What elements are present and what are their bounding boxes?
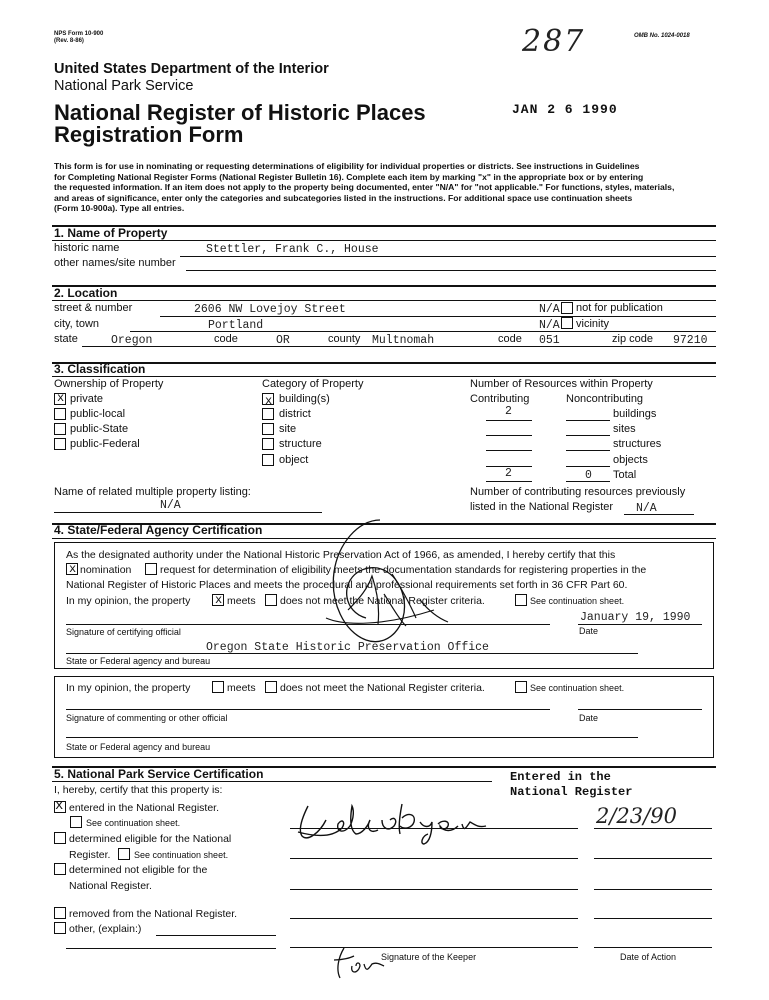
other-explain-line2 xyxy=(66,948,276,949)
entered-stamp-line1: Entered in the xyxy=(510,770,611,784)
keeper-action-date: 2/23/90 xyxy=(596,804,677,828)
entered-continuation-label: See continuation sheet. xyxy=(86,818,181,828)
keeper-signature xyxy=(290,798,530,848)
removed-checkbox[interactable] xyxy=(54,907,66,919)
cert-line3: National Register of Historic Places and meets the procedural and professional requirements set forth in 36 CFR Part 60. xyxy=(66,579,628,591)
historic-name-line xyxy=(180,256,716,257)
certifying-date-label: Date xyxy=(579,626,599,636)
city-line xyxy=(130,331,716,332)
does-not-meet-label: does not meet the National Register criteria. xyxy=(280,595,485,607)
certifying-date-value[interactable]: January 19, 1990 xyxy=(580,611,691,624)
section3-heading-rule xyxy=(52,376,716,377)
zip-value[interactable]: 97210 xyxy=(673,334,708,347)
cert-line1: As the designated authority under the National Historic Preservation Act of 1966, as amended, I hereby certify that this xyxy=(66,549,616,561)
meets2-label: meets xyxy=(227,682,256,694)
not-eligible-label: determined not eligible for the xyxy=(69,864,208,876)
category-structure-label: structure xyxy=(279,438,322,450)
meets-mark: x xyxy=(215,593,223,607)
city-label: city, town xyxy=(54,318,100,330)
removed-label: removed from the National Register. xyxy=(69,908,238,920)
agency-label: State or Federal agency and bureau xyxy=(66,656,211,666)
instructions-line1: This form is for use in nominating or requesting determinations of eligibility for individual properties or districts. See instructions in Guidelines xyxy=(54,161,640,171)
nps-certify-line: I, hereby, certify that this property is: xyxy=(54,784,223,796)
opinion2-label: In my opinion, the property xyxy=(66,682,191,694)
objects-label: objects xyxy=(613,454,648,466)
county-value[interactable]: Multnomah xyxy=(372,334,435,347)
other-label: other, (explain:) xyxy=(69,923,142,935)
sites-noncontributing-line xyxy=(566,435,610,436)
ownership-public-federal-checkbox[interactable] xyxy=(54,438,66,450)
service-name: National Park Service xyxy=(54,78,194,94)
section3-heading: 3. Classification xyxy=(54,362,146,376)
contributing-label: Contributing xyxy=(470,393,530,405)
historic-name-value[interactable]: Stettler, Frank C., House xyxy=(206,243,379,256)
ownership-heading: Ownership of Property xyxy=(54,378,164,390)
city-value[interactable]: Portland xyxy=(208,319,264,332)
section2-heading-rule xyxy=(52,300,716,301)
category-object-label: object xyxy=(279,454,309,466)
objects-noncontributing-line xyxy=(566,466,610,467)
structures-contributing-line xyxy=(486,450,532,451)
structures-label: structures xyxy=(613,438,662,450)
state-label: state xyxy=(54,333,78,345)
previously-listed-line2: listed in the National Register xyxy=(470,501,614,513)
related-listing-label: Name of related multiple property listing: xyxy=(54,486,251,498)
entered-label: entered in the National Register. xyxy=(69,802,220,814)
buildings-contributing: 2 xyxy=(505,405,512,418)
category-structure-checkbox[interactable] xyxy=(262,438,274,450)
county-label: county xyxy=(328,333,361,345)
previously-listed-line xyxy=(624,514,694,515)
certifying-date-line xyxy=(578,624,702,625)
total-label: Total xyxy=(613,469,637,481)
historic-name-label: historic name xyxy=(54,242,120,254)
street-line xyxy=(160,316,716,317)
previously-listed-value[interactable]: N/A xyxy=(636,502,657,515)
eligible-label: determined eligible for the National xyxy=(69,833,232,845)
section4-heading: 4. State/Federal Agency Certification xyxy=(54,523,263,537)
other-explain-line xyxy=(156,935,276,936)
commenting-date-line xyxy=(578,709,702,710)
ownership-public-local-label: public-local xyxy=(70,408,126,420)
action-date-line-1 xyxy=(594,828,712,829)
agency-value[interactable]: Oregon State Historic Preservation Office xyxy=(206,641,489,654)
instructions-line2: for Completing National Register Forms (National Register Bulletin 16). Complete each item by marking "x" in the appropriate box or by entering xyxy=(54,171,644,182)
date-of-action-label: Date of Action xyxy=(620,952,677,962)
street-label: street & number xyxy=(54,302,133,314)
structures-noncontributing-line xyxy=(566,450,610,451)
county-code-value[interactable]: 051 xyxy=(539,334,560,347)
section5-heading: 5. National Park Service Certification xyxy=(54,767,264,781)
meets2-checkbox[interactable] xyxy=(212,681,224,693)
buildings-label: buildings xyxy=(613,408,657,420)
keeper-line-4 xyxy=(290,918,578,919)
ownership-private-label: private xyxy=(70,393,104,405)
cert-line2: request for determination of eligibility meets the documentation standards for registering properties in the xyxy=(160,564,647,576)
form-number: NPS Form 10-900 xyxy=(54,31,104,37)
action-date-line-2 xyxy=(594,858,712,859)
section2-top-rule xyxy=(52,285,716,287)
other-checkbox[interactable] xyxy=(54,922,66,934)
form-title-line2: Registration Form xyxy=(54,122,244,147)
state-code-label: code xyxy=(214,333,238,345)
related-listing-value[interactable]: N/A xyxy=(160,499,181,512)
keeper-line-2 xyxy=(290,858,578,859)
category-building-label: building(s) xyxy=(279,393,330,405)
meets-label: meets xyxy=(227,595,256,607)
instructions-line5: (Form 10-900a). Type all entries. xyxy=(54,203,185,213)
omb-number: OMB No. 1024-0018 xyxy=(634,33,690,39)
nomination-mark: x xyxy=(69,562,77,576)
category-site-checkbox[interactable] xyxy=(262,423,274,435)
previously-listed-line1: Number of contributing resources previously xyxy=(470,486,686,498)
not-publication-label: not for publication xyxy=(576,302,663,314)
instructions-line3: the requested information. If an item does not apply to the property being documented, enter "N/A" for "not applicable." For functions, styles, materials, xyxy=(54,182,675,192)
agency2-line xyxy=(66,737,638,738)
continuation-label-2: See continuation sheet. xyxy=(530,683,625,693)
commenting-signature-label: Signature of commenting or other official xyxy=(66,713,228,723)
opinion-label: In my opinion, the property xyxy=(66,595,191,607)
received-date-stamp: JAN 2 6 1990 xyxy=(512,102,618,117)
entered-continuation-checkbox[interactable] xyxy=(70,816,82,828)
state-value[interactable]: Oregon xyxy=(111,334,153,347)
continuation-checkbox-2[interactable] xyxy=(515,681,527,693)
ownership-public-state-checkbox[interactable] xyxy=(54,423,66,435)
vicinity-checkbox[interactable] xyxy=(561,317,573,329)
section2-heading: 2. Location xyxy=(54,286,118,300)
keeper-signature-label: Signature of the Keeper xyxy=(381,952,477,962)
street-value[interactable]: 2606 NW Lovejoy Street xyxy=(194,303,346,316)
certifying-official-signature xyxy=(288,514,458,664)
keeper-line-3 xyxy=(290,889,578,890)
buildings-contributing-line xyxy=(486,420,532,421)
noncontributing-label: Noncontributing xyxy=(566,393,644,405)
total-noncontributing-line xyxy=(566,481,610,482)
vicinity-label: vicinity xyxy=(576,318,610,330)
ownership-public-federal-label: public-Federal xyxy=(70,438,140,450)
form-title-line1: National Register of Historic Places xyxy=(54,100,426,125)
other-names-line xyxy=(186,270,716,271)
handwritten-number: 287 xyxy=(522,24,586,59)
total-contributing-line xyxy=(486,481,532,482)
section1-heading-rule xyxy=(52,240,716,241)
section1-heading: 1. Name of Property xyxy=(54,226,168,240)
does-not-meet-checkbox[interactable] xyxy=(265,594,277,606)
buildings-noncontributing-line xyxy=(566,420,610,421)
category-district-checkbox[interactable] xyxy=(262,408,274,420)
state-code-value[interactable]: OR xyxy=(276,334,290,347)
entered-stamp-line2: National Register xyxy=(510,785,633,799)
does-not-meet2-checkbox[interactable] xyxy=(265,681,277,693)
ownership-public-local-checkbox[interactable] xyxy=(54,408,66,420)
nomination-label: nomination xyxy=(80,564,132,576)
commenting-signature-line xyxy=(66,709,550,710)
category-object-checkbox[interactable] xyxy=(262,454,274,466)
certifying-signature-label: Signature of certifying official xyxy=(66,627,181,637)
total-contributing: 2 xyxy=(505,467,512,480)
form-revision: (Rev. 8-86) xyxy=(54,38,84,44)
vicinity-value: N/A xyxy=(539,319,560,332)
not-eligible-checkbox[interactable] xyxy=(54,863,66,875)
commenting-date-label: Date xyxy=(579,713,599,723)
keeper-initials xyxy=(330,944,390,984)
sites-label: sites xyxy=(613,423,636,435)
category-district-label: district xyxy=(279,408,311,420)
not-publication-checkbox[interactable] xyxy=(561,302,573,314)
instructions-line4: and areas of significance, enter only the categories and subcategories listed in the instructions. For additional space use continuation sheets xyxy=(54,192,633,203)
zip-label: zip code xyxy=(612,333,653,345)
department-name: United States Department of the Interior xyxy=(54,61,329,77)
action-date-line-4 xyxy=(594,918,712,919)
ownership-public-state-label: public-State xyxy=(70,423,129,435)
eligible-checkbox[interactable] xyxy=(54,832,66,844)
category-building-mark: x xyxy=(265,394,273,408)
eligible-register-label: Register. xyxy=(69,849,111,861)
section3-top-rule xyxy=(52,362,716,364)
not-publication-value: N/A xyxy=(539,303,560,316)
eligible-continuation-checkbox[interactable] xyxy=(118,848,130,860)
resources-heading: Number of Resources within Property xyxy=(470,378,653,390)
category-heading: Category of Property xyxy=(262,378,364,390)
other-names-label: other names/site number xyxy=(54,257,176,269)
continuation-checkbox-1[interactable] xyxy=(515,594,527,606)
action-date-line-5 xyxy=(594,947,712,948)
eligible-continuation-label: See continuation sheet. xyxy=(134,850,229,860)
agency2-label: State or Federal agency and bureau xyxy=(66,742,211,752)
section5-heading-rule xyxy=(52,781,492,782)
does-not-meet2-label: does not meet the National Register criteria. xyxy=(280,682,485,694)
continuation-label-1: See continuation sheet. xyxy=(530,596,625,606)
ownership-private-mark: x xyxy=(57,391,65,405)
category-site-label: site xyxy=(279,423,297,435)
total-noncontributing: 0 xyxy=(585,469,592,482)
entered-mark: x xyxy=(55,798,64,814)
state-line xyxy=(82,346,716,347)
action-date-line-3 xyxy=(594,889,712,890)
not-eligible-national-register: National Register. xyxy=(69,880,152,892)
eligibility-request-checkbox[interactable] xyxy=(145,563,157,575)
county-code-label: code xyxy=(498,333,522,345)
instructions xyxy=(54,161,714,214)
sites-contributing-line xyxy=(486,435,532,436)
related-listing-line xyxy=(54,512,322,513)
